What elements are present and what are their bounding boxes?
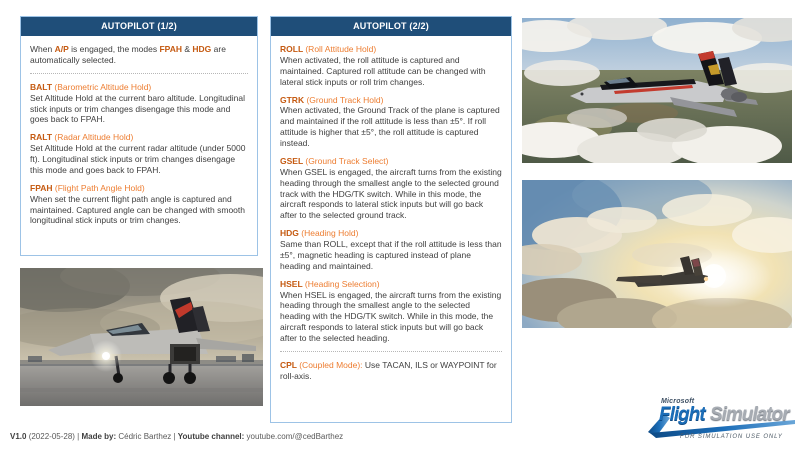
footer-credits	[10, 432, 343, 441]
mode-heading	[280, 228, 502, 239]
mode-section-gsel	[280, 156, 502, 221]
intro-text: are automatically selected.	[30, 44, 226, 65]
mode-section-cpl	[280, 360, 502, 382]
intro-text: When	[30, 44, 55, 54]
intro-paragraph	[30, 44, 248, 66]
mode-description: When set the current flight path angle is captured and maintained. Captured angle can be changed with smooth longitudinal stick inputs or trim changes.	[30, 193, 246, 226]
mode-subtitle: (Heading Selection)	[304, 278, 380, 289]
mode-subtitle: (Radar Altitude Hold)	[54, 132, 134, 143]
youtube-channel-link[interactable]: youtube.com/@cedBarthez	[244, 432, 344, 441]
mode-subtitle: (Ground Track Select)	[305, 155, 389, 166]
footer-text: Cédric Barthez |	[116, 432, 178, 441]
panel-2-title: AUTOPILOT (2/2)	[271, 17, 511, 36]
f18-ground-illustration	[20, 268, 263, 406]
mode-description: Set Altitude Hold at the current baro altitude. Longitudinal stick inputs or trim changes disengage this mode and goes back to FPAH.	[30, 92, 246, 125]
intro-text: &	[182, 44, 193, 54]
footer-text: V1.0	[10, 432, 29, 441]
mode-inline-line	[280, 360, 502, 382]
panel-2-content	[271, 36, 511, 394]
autopilot-panel-2	[270, 16, 512, 423]
autopilot-panel-1	[20, 16, 258, 256]
photo-f18-over-clouds	[522, 18, 792, 163]
mode-keyword: BALT	[30, 81, 55, 92]
mode-section-balt	[30, 82, 248, 126]
mode-section-hdg	[280, 228, 502, 272]
mode-description: Set Altitude Hold at the current radar altitude (under 5000 ft). Longitudinal stick inputs or trim changes disengage this mode and goes back to FPAH.	[30, 143, 246, 175]
mode-heading	[280, 156, 502, 167]
mode-keyword: RALT	[30, 132, 55, 143]
intro-text: is engaged, the modes	[68, 44, 160, 54]
panel-1-content	[21, 36, 257, 238]
mode-heading	[280, 44, 502, 55]
mode-keyword: GSEL	[280, 155, 306, 166]
msfs-simulator-wordmark: Simulator	[710, 404, 789, 425]
photo-f18-sun-silhouette	[522, 180, 792, 328]
f18-flight-illustration	[522, 18, 792, 163]
mode-heading	[280, 279, 502, 290]
panel-1-title: AUTOPILOT (1/2)	[21, 17, 257, 36]
f18-clouds-illustration	[522, 180, 792, 328]
footer-text: Youtube channel:	[177, 432, 245, 441]
mode-keyword: HDG	[192, 44, 212, 54]
mode-section-roll	[280, 44, 502, 88]
mode-keyword: FPAH	[159, 44, 182, 54]
mode-description: Same than ROLL, except that if the roll attitude is less than ±5°, magnetic heading is captured instead of plane heading and maintained.	[280, 239, 502, 271]
photo-f18-on-tarmac	[20, 268, 263, 406]
msfs-microsoft-wordmark: Microsoft	[661, 398, 695, 405]
mode-section-fpah	[30, 183, 248, 227]
msfs-logo	[648, 397, 798, 445]
mode-keyword: HSEL	[280, 278, 305, 289]
msfs-flight-wordmark: Flight	[659, 404, 705, 425]
mode-description: Use TACAN, ILS or WAYPOINT for roll-axis.	[280, 359, 497, 381]
mode-section-ralt	[30, 132, 248, 176]
mode-heading	[30, 183, 248, 194]
mode-subtitle: (Roll Attitude Hold)	[305, 44, 377, 54]
mode-section-gtrk	[280, 95, 502, 149]
mode-section-hsel	[280, 279, 502, 344]
footer-text: Made by:	[81, 432, 117, 441]
msfs-tagline: FOR SIMULATION USE ONLY	[680, 434, 783, 440]
mode-subtitle: (Flight Path Angle Hold)	[54, 182, 145, 193]
mode-description: When HSEL is engaged, the aircraft turns from the existing heading through the smallest angle to the selected heading with the HDG/TK switch. While in this mode, the aircraft responds to lateral stick inputs but will go back after to the selected heading.	[280, 289, 502, 343]
mode-heading	[30, 82, 248, 93]
mode-keyword: A/P	[54, 44, 69, 54]
mode-subtitle: (Heading Hold)	[301, 228, 359, 239]
mode-keyword: GTRK	[280, 94, 307, 105]
mode-subtitle: (Coupled Mode):	[299, 359, 363, 370]
footer-text: (2022-05-28) |	[28, 432, 82, 441]
mode-description: When GSEL is engaged, the aircraft turns from the existing heading through the smallest angle to the selected ground track with the HDG/TK switch. While in this mode, the aircraft responds to lateral stick inputs but will go back after to the selected ground track.	[280, 166, 502, 221]
mode-subtitle: (Ground Track Hold)	[306, 94, 384, 105]
mode-keyword: HDG	[280, 228, 302, 239]
mode-description: When activated, the Ground Track of the plane is captured and maintained if the roll attitude is less than ±5°. If roll attitude is higher that ±5°, the roll attitude is captured instead.	[280, 105, 500, 148]
dotted-divider	[280, 351, 502, 352]
mode-heading	[30, 132, 248, 143]
mode-description: When activated, the roll attitude is captured and maintained. Captured roll attitude can be changed with lateral stick inputs or roll trim changes.	[280, 54, 486, 87]
mode-subtitle: (Barometric Altitude Hold)	[54, 81, 152, 92]
mode-keyword: ROLL	[280, 44, 306, 54]
mode-heading	[280, 95, 502, 106]
mode-keyword: FPAH	[30, 182, 55, 193]
dotted-divider	[30, 73, 248, 74]
mode-keyword: CPL	[280, 359, 300, 370]
